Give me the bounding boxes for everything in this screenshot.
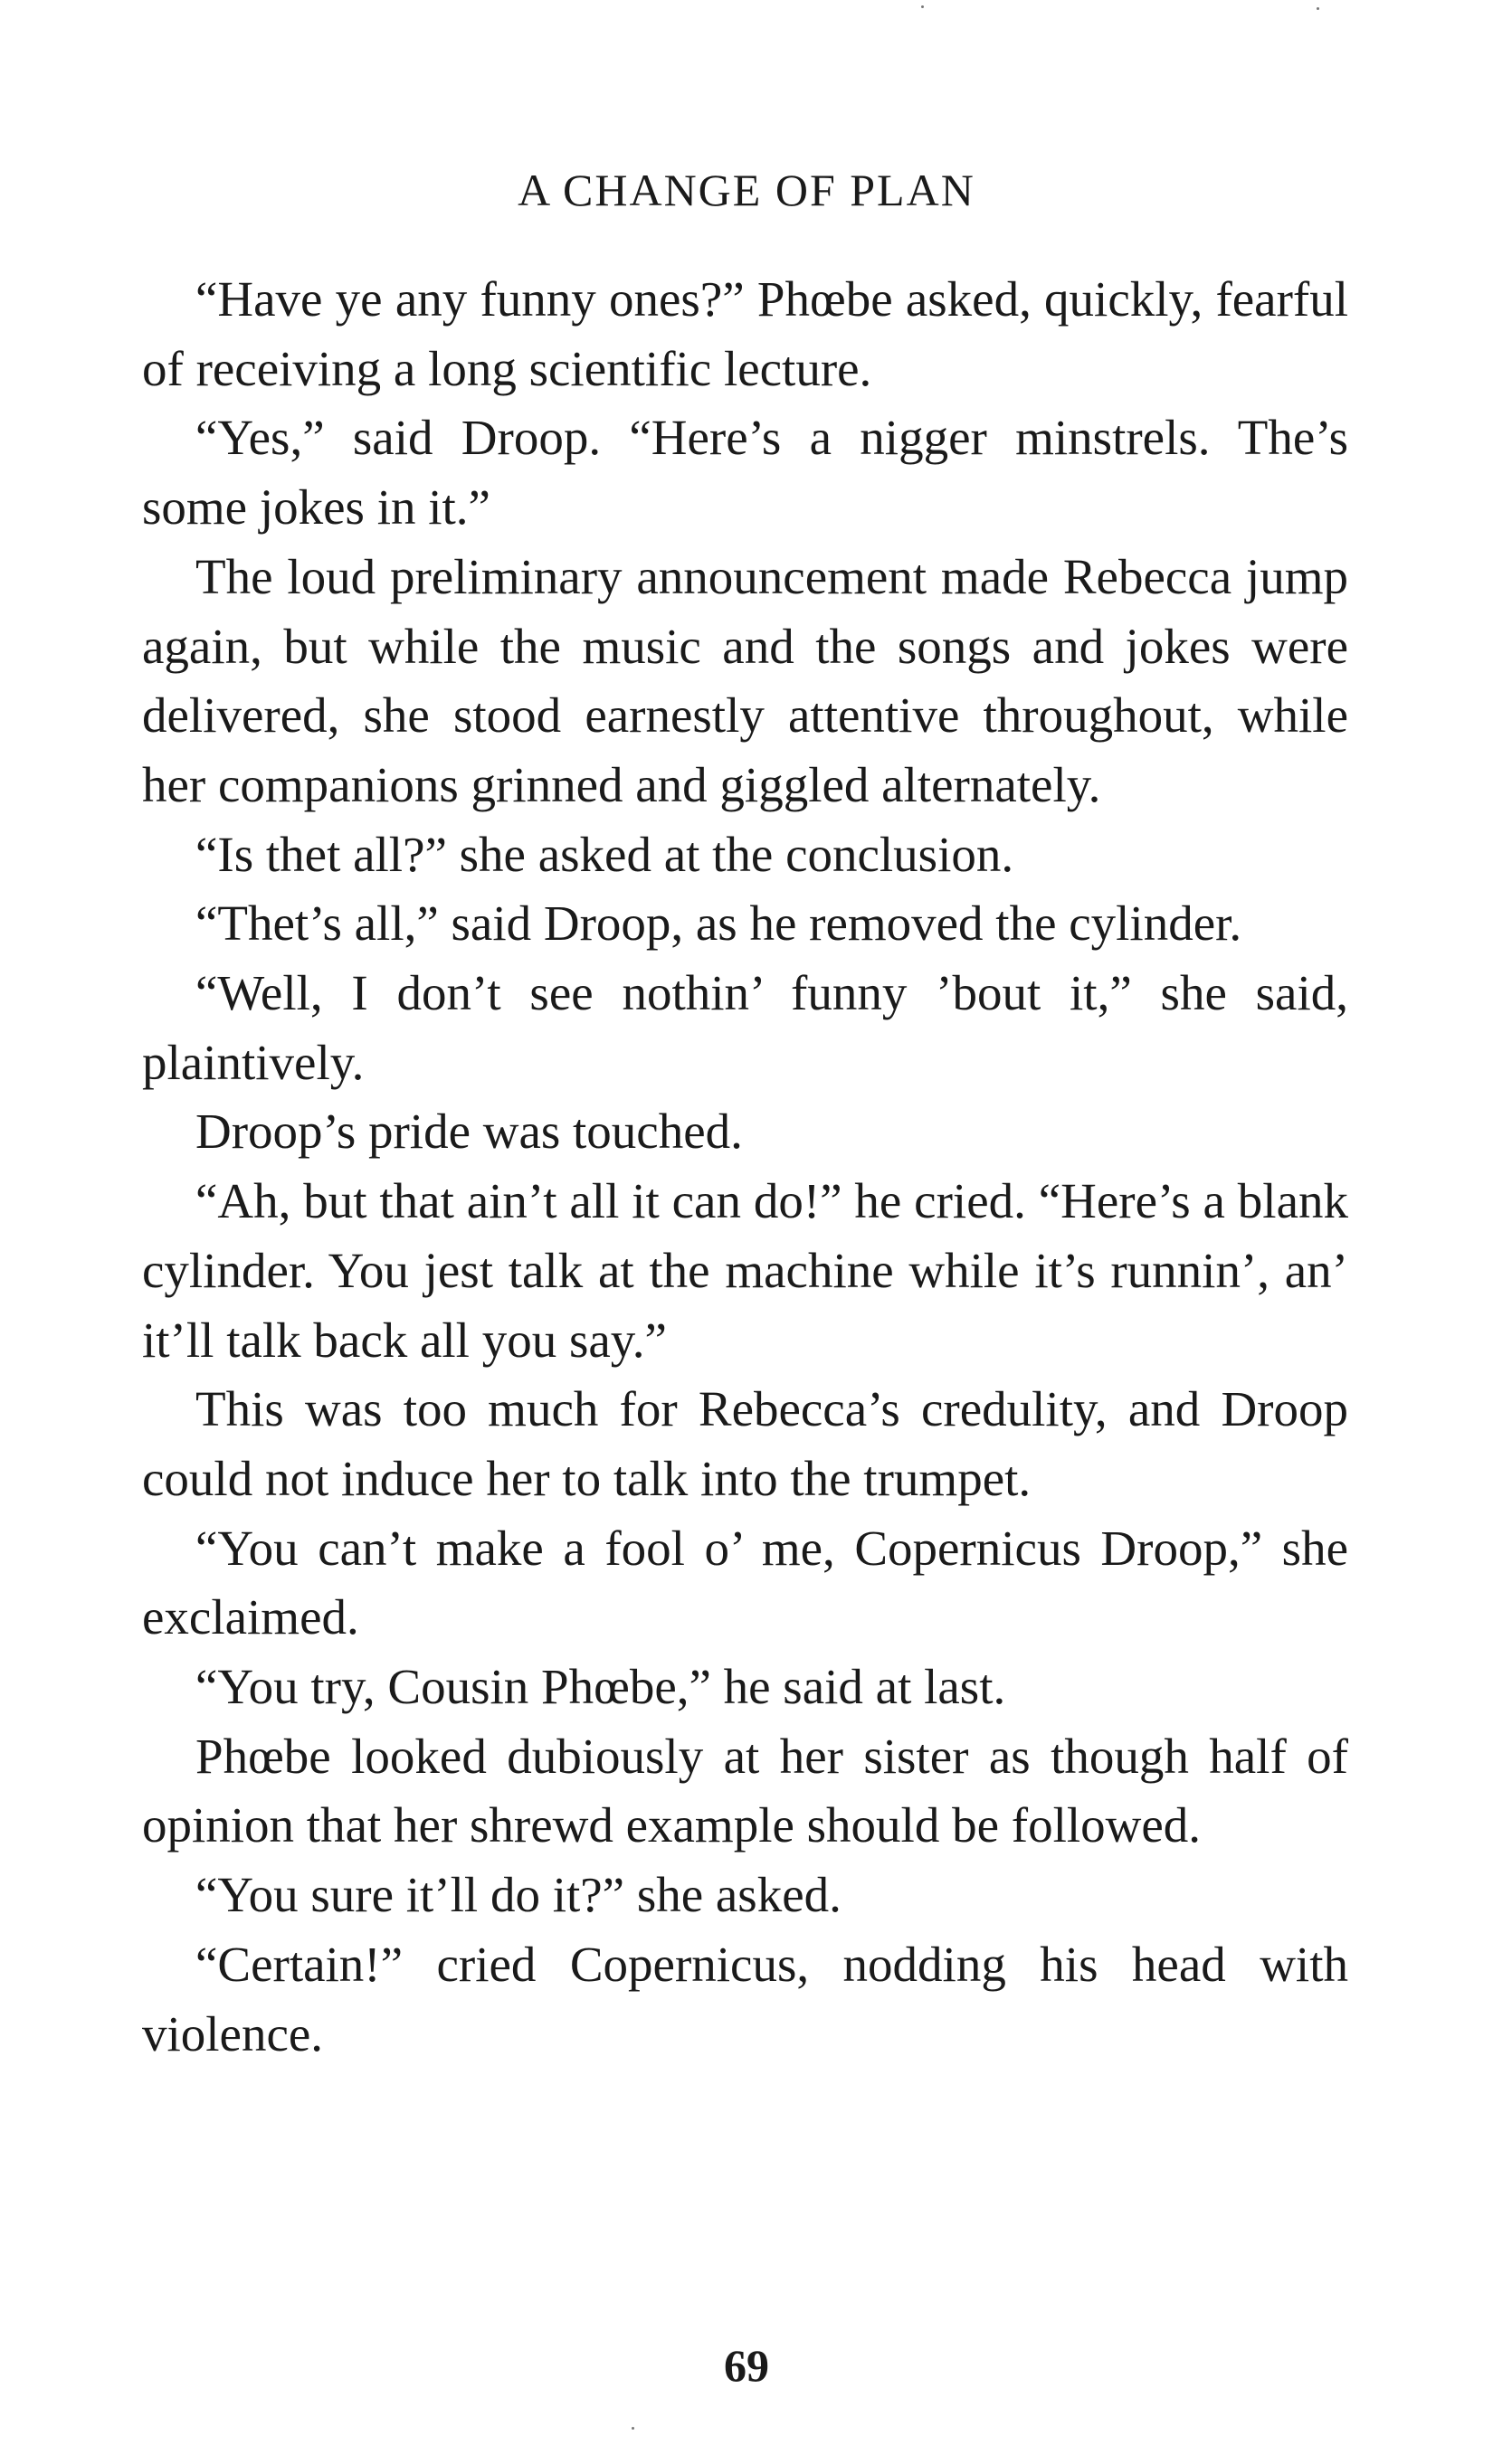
paragraph: “Yes,” said Droop. “Here’s a nigger minstrels. The’s some jokes in it.” — [142, 410, 1348, 535]
paragraph: Phœbe looked dubiously at her sister as though half of opinion that her shrewd example should be followed. — [142, 1728, 1348, 1853]
paragraph: “Ah, but that ain’t all it can do!” he cried. “Here’s a blank cylinder. You jest talk at the machine while it’s runnin’, an’ it’ll talk back all you say.” — [142, 1173, 1348, 1368]
paragraph: “Thet’s all,” said Droop, as he removed the cylinder. — [195, 896, 1242, 952]
paragraph: “Have ye any funny ones?” Phœbe asked, quickly, fearful of receiving a long scientific lecture. — [142, 271, 1348, 396]
paragraph: “Certain!” cried Copernicus, nodding his head with violence. — [142, 1936, 1348, 2061]
paragraph: “Is thet all?” she asked at the conclusion. — [195, 826, 1014, 882]
scan-speck — [1317, 7, 1319, 10]
running-head: A CHANGE OF PLAN — [518, 165, 975, 215]
body-text — [142, 265, 1348, 2069]
page-number: 69 — [724, 2340, 769, 2391]
paragraph: “You sure it’ll do it?” she asked. — [195, 1867, 842, 1923]
paragraph: This was too much for Rebecca’s credulity, and Droop could not induce her to talk into the trumpet. — [142, 1381, 1348, 1506]
paragraph: “You try, Cousin Phœbe,” he said at last. — [195, 1659, 1006, 1715]
paragraph: The loud preliminary announcement made Rebecca jump again, but while the music and the songs and jokes were delivered, she stood earnestly attentive throughout, while her companions grinned and giggled alternately. — [142, 548, 1348, 812]
paragraph: “You can’t make a fool o’ me, Copernicus Droop,” she exclaimed. — [142, 1520, 1348, 1645]
scan-speck — [921, 5, 924, 8]
paragraph: “Well, I don’t see nothin’ funny ’bout it,” she said, plaintively. — [142, 965, 1348, 1090]
paragraph: Droop’s pride was touched. — [195, 1104, 743, 1160]
scan-speck — [632, 2427, 634, 2430]
